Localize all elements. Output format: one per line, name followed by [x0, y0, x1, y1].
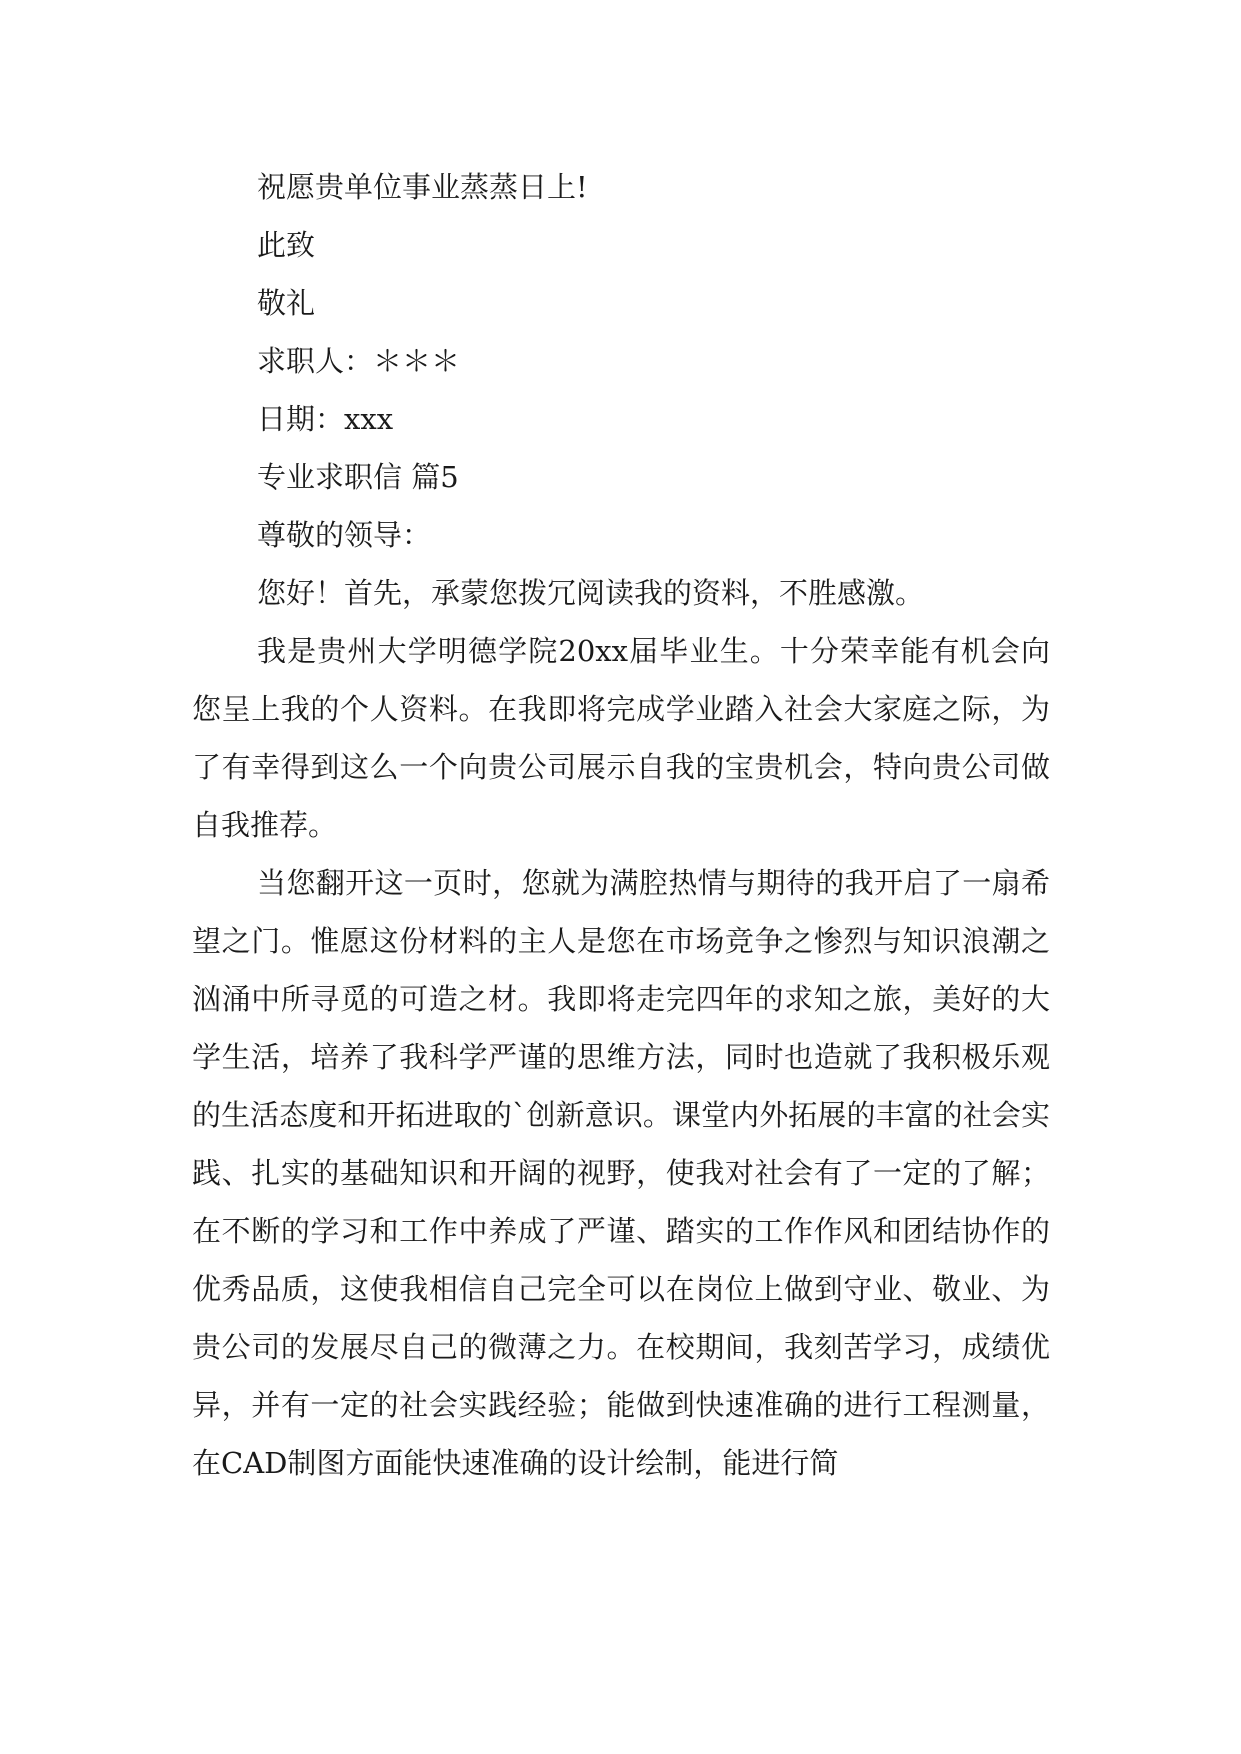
applicant-signature: 求职人：＊＊＊	[257, 344, 461, 378]
greeting: 您好！首先，承蒙您拨冗阅读我的资料，不胜感激。	[257, 576, 925, 610]
date-line: 日期：xxx	[257, 402, 394, 436]
section-title: 专业求职信 篇5	[257, 460, 459, 494]
paragraph-introduction: 我是贵州大学明德学院20xx届毕业生。十分荣幸能有机会向您呈上我的个人资料。在我即将完成学业踏入社会大家庭之际，为了有幸得到这么一个向贵公司展示自我的宝贵机会，特向贵公司做自我推荐。	[192, 634, 1050, 842]
salutation: 尊敬的领导：	[257, 518, 432, 552]
closing-jingli: 敬礼	[257, 286, 316, 320]
document-body	[192, 158, 1050, 1492]
closing-wish: 祝愿贵单位事业蒸蒸日上!	[257, 170, 588, 204]
closing-cizhi: 此致	[257, 228, 316, 262]
paragraph-body: 当您翻开这一页时，您就为满腔热情与期待的我开启了一扇希望之门。惟愿这份材料的主人是您在市场竞争之惨烈与知识浪潮之汹涌中所寻觅的可造之材。我即将走完四年的求知之旅，美好的大学生活，培养了我科学严谨的思维方法，同时也造就了我积极乐观的生活态度和开拓进取的`创新意识。课堂内外拓展的丰富的社会实践、扎实的基础知识和开阔的视野，使我对社会有了一定的了解；在不断的学习和工作中养成了严谨、踏实的工作作风和团结协作的优秀品质，这使我相信自己完全可以在岗位上做到守业、敬业、为贵公司的发展尽自己的微薄之力。在校期间，我刻苦学习，成绩优异，并有一定的社会实践经验；能做到快速准确的进行工程测量，在CAD制图方面能快速准确的设计绘制，能进行简	[192, 866, 1050, 1480]
